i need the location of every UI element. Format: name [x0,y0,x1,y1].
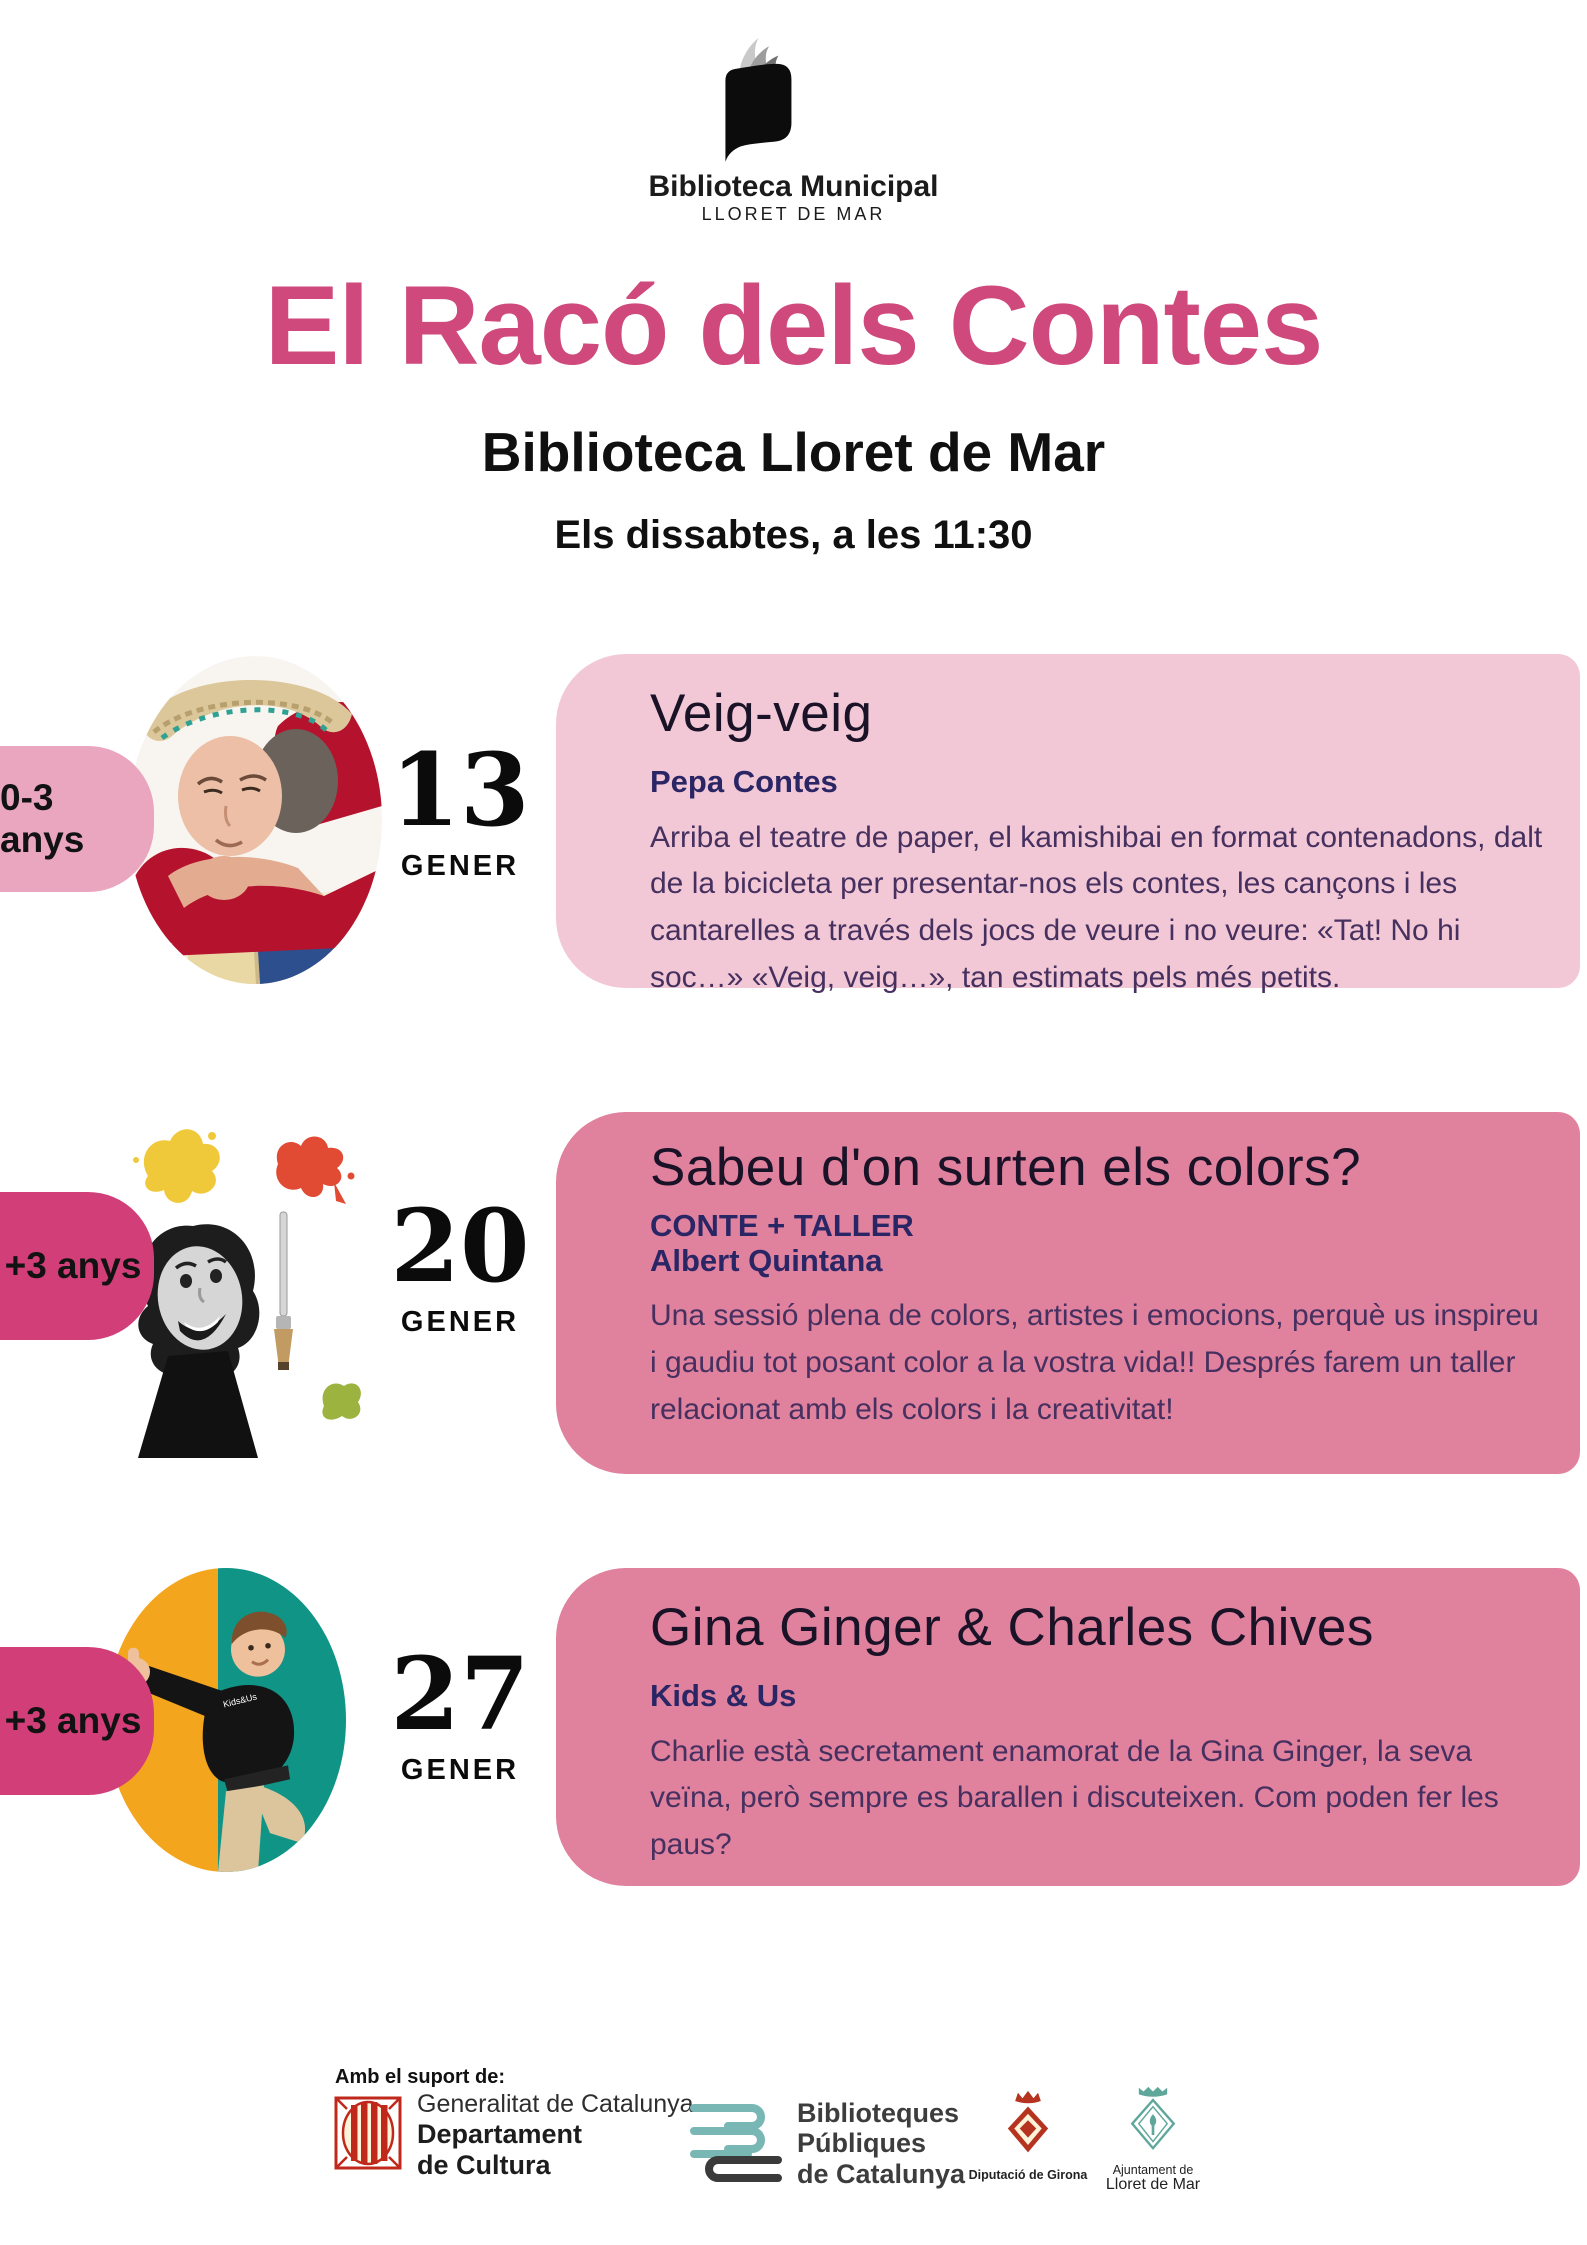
support-label: Amb el suport de: [335,2066,506,2088]
event-title: Gina Ginger & Charles Chives [650,1598,1374,1657]
age-badge-label: +3 anys [4,1245,142,1286]
books-stack-icon [688,2098,783,2189]
event-speaker: Pepa Contes [650,763,838,799]
paint-splat-red-icon [276,1136,354,1204]
bibcat-line: Públiques [797,2128,927,2159]
logo-biblioteques-publiques [688,2098,965,2189]
age-badge [0,1647,154,1795]
event-month: GENER [400,850,520,882]
bibcat-line: Biblioteques [797,2098,960,2129]
event-description: Una sessió plena de colors, artistes i emocions, perquè us inspireu i gaudiu tot posant color a la vostra vida!! Després farem un taller relacionat amb els colors i la creativitat! [650,1299,1539,1426]
event-day: 20 [390,1187,530,1305]
paint-splat-green-icon [322,1383,360,1419]
svg-text:Kids&Us: Kids&Us [222,1691,258,1710]
event-card [556,1568,1580,1886]
event-card [556,654,1580,995]
schedule-line: Els dissabtes, a les 11:30 [554,513,1033,557]
age-badge [0,746,154,892]
storyteller-woman-photo [128,656,382,984]
logo-diputacio-girona [968,2090,1088,2182]
man-head-photo [138,1224,259,1458]
library-logo-subtitle: LLORET DE MAR [701,204,886,224]
lloret-crest-icon [1124,2084,1182,2157]
event-month: GENER [400,1306,520,1338]
event-title: Veig-veig [650,684,873,743]
book-flame-logo-icon [690,38,808,170]
bibcat-line: de Catalunya [797,2158,966,2189]
girona-label: Diputació de Girona [968,2168,1088,2182]
library-logo-title: Biblioteca Municipal [648,170,939,203]
page-subtitle: Biblioteca Lloret de Mar [481,421,1106,483]
gencat-line: Generalitat de Catalunya [417,2090,694,2118]
event-date [372,1635,548,1787]
gencat-text [417,2090,694,2181]
girona-crest-icon [1000,2090,1056,2161]
paintbrush-icon [274,1212,293,1370]
event-day: 27 [390,1635,530,1753]
logo-generalitat [333,2090,694,2181]
gencat-line: Departament [417,2118,583,2149]
age-badge-label: 0-3 anys [0,777,85,860]
event-day: 13 [390,731,530,849]
bibcat-text [797,2098,965,2189]
page-title: El Racó dels Contes [264,263,1323,388]
gencat-shield-icon [333,2091,403,2180]
event-description: Charlie està secretament enamorat de la Gina Ginger, la seva veïna, però sempre es barallen i discuteixen. Com poden fer les paus? [650,1734,1499,1862]
event-description: Arriba el teatre de paper, el kamishibai en format contenadons, dalt de la bicicleta per presentar-nos els contes, les cançons i les cantarelles a través dels jocs de veure i no veure: «Tat! No hi soc…» «Veig, veig…», tan estimats pels més petits. [650,820,1543,995]
event-month: GENER [400,1754,520,1786]
event-speaker: Kids & Us [650,1677,797,1713]
event-card [556,1112,1580,1474]
gencat-line: de Cultura [417,2149,551,2180]
lloret-label-line: Lloret de Mar [1105,2176,1201,2193]
logo-ajuntament-lloret [1088,2084,1218,2194]
age-badge [0,1192,154,1340]
event-kicker: CONTE + TALLER [650,1207,914,1243]
lloret-label-line: Ajuntament de [1112,2163,1194,2177]
event-title: Sabeu d'on surten els colors? [650,1138,1362,1197]
paint-splat-yellow-icon [133,1129,220,1203]
event-date [372,1187,548,1339]
event-speaker: Albert Quintana [650,1242,883,1278]
age-badge-label: +3 anys [4,1700,142,1741]
event-date [372,731,548,883]
